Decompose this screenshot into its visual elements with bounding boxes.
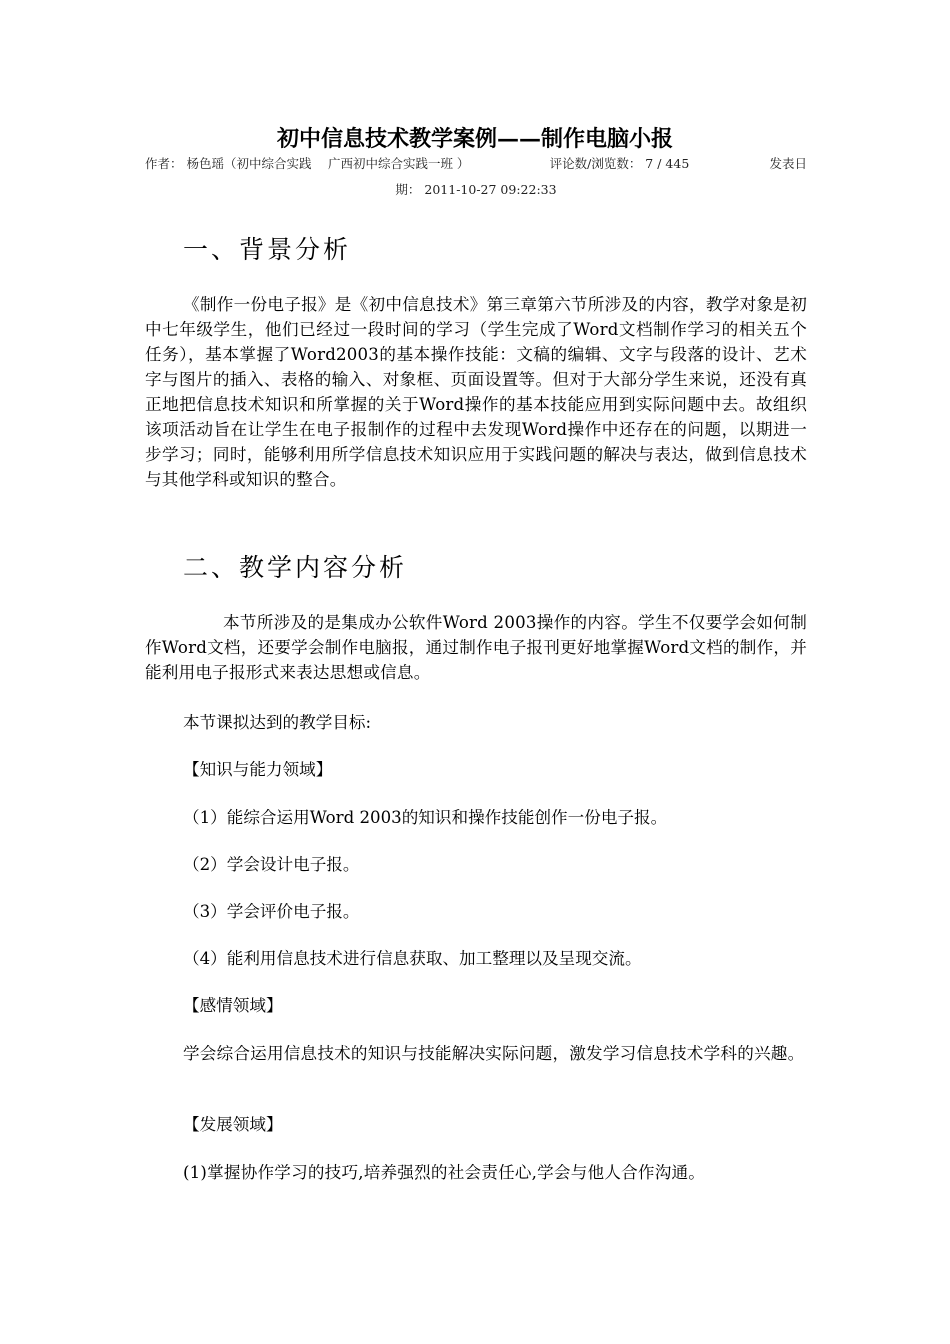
knowledge-item: （1）能综合运用Word 2003的知识和操作技能创作一份电子报。 xyxy=(183,808,668,827)
content-analysis-paragraph: 本节所涉及的是集成办公软件Word 2003操作的内容。学生不仅要学会如何制作Word文档，还要学会制作电脑报，通过制作电子报刊更好地掌握Word文档的制作，并能利用电子报形式来表达思想或信息。 xyxy=(145,613,807,682)
goals-intro: 本节课拟达到的教学目标: xyxy=(183,713,372,732)
section-heading-background: 一、背景分析 xyxy=(183,235,352,264)
published-label: 发表日 xyxy=(769,156,807,171)
knowledge-item: （2）学会设计电子报。 xyxy=(183,855,360,874)
emotion-paragraph: 学会综合运用信息技术的知识与技能解决实际问题，激发学习信息技术学科的兴趣。 xyxy=(183,1044,805,1063)
page-title: 初中信息技术教学案例——制作电脑小报 xyxy=(276,126,673,152)
background-paragraph: 《制作一份电子报》是《初中信息技术》第三章第六节所涉及的内容，教学对象是初中七年级学生，他们已经过一段时间的学习（学生完成了Word文档制作学习的相关五个任务），基本掌握了Word2003的基本操作技能：文稿的编辑、文字与段落的设计、艺术字与图片的插入、表格的输入、对象框、页面设置等。但对于大部分学生来说，还没有真正地把信息技术知识和所掌握的关于Word操作的基本技能应用到实际问题中去。故组织该项活动旨在让学生在电子报制作的过程中去发现Word操作中还存在的问题，以期进一步学习；同时，能够利用所学信息技术知识应用于实践问题的解决与表达，做到信息技术与其他学科或知识的整合。 xyxy=(145,295,807,489)
comment-view-count: 评论数/浏览数： 7 / 445 xyxy=(549,156,690,171)
section-heading-content-analysis: 二、教学内容分析 xyxy=(183,553,408,582)
author-info: 作者： 杨色瑶（初中综合实践 广西初中综合实践一班 ） xyxy=(145,156,470,171)
development-paragraph: (1)掌握协作学习的技巧,培养强烈的社会责任心,学会与他人合作沟通。 xyxy=(183,1163,706,1182)
development-label: 【发展领域】 xyxy=(183,1115,283,1134)
knowledge-label: 【知识与能力领域】 xyxy=(183,760,333,779)
emotion-label: 【感情领域】 xyxy=(183,996,283,1015)
published-date: 期： 2011-10-27 09:22:33 xyxy=(395,182,557,197)
knowledge-item: （4）能利用信息技术进行信息获取、加工整理以及呈现交流。 xyxy=(183,949,642,968)
meta-line xyxy=(145,154,807,172)
knowledge-item: （3）学会评价电子报。 xyxy=(183,902,360,921)
